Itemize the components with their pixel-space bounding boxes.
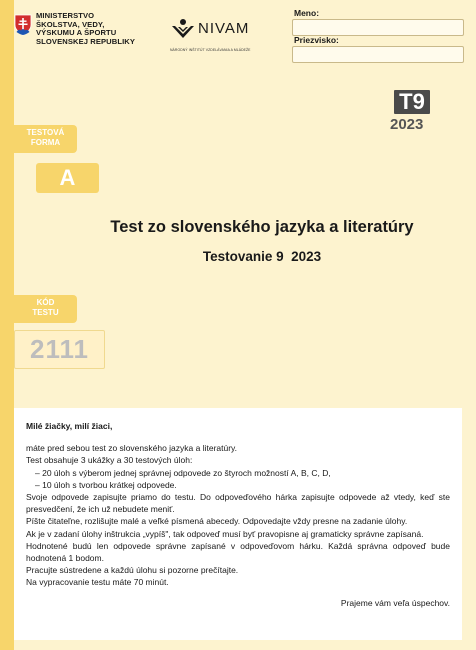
slovak-crest-icon: [14, 14, 32, 36]
instruction-bullet: – 20 úloh s výberom jednej správnej odpovede zo štyroch možností A, B, C, D,: [35, 467, 331, 478]
nivam-name: NIVAM: [198, 20, 250, 37]
instruction-line: Ak je v zadaní úlohy inštrukcia „vypíš", tak odpoveď musí byť pravopisne aj gramaticky správne zapísaná.: [26, 528, 424, 539]
instruction-line: Test obsahuje 3 ukážky a 30 testových úloh:: [26, 455, 193, 466]
test-code-label: KÓD TESTU: [14, 295, 77, 323]
signoff: Prajeme vám veľa úspechov.: [340, 597, 450, 608]
ministry-name: MINISTERSTVO ŠKOLSTVA, VEDY, VÝSKUMU A ŠPORTU SLOVENSKEJ REPUBLIKY: [36, 11, 136, 46]
instruction-line: Píšte čitateľne, rozlišujte malé a veľké písmená abecedy. Odpovedajte vždy presne na zadanie úlohy.: [26, 516, 408, 527]
t9-badge: T9: [394, 90, 430, 114]
instruction-bullet: – 10 úloh s tvorbou krátkej odpovede.: [35, 479, 177, 490]
instruction-line: Hodnotené budú len odpovede správne zapísané v odpoveďovom hárku. Každá správna odpoveď bude hodnotená 1 bodom.: [26, 540, 450, 564]
name-field[interactable]: [292, 19, 464, 36]
left-color-band: [0, 0, 14, 650]
page-title: Test zo slovenského jazyka a literatúry: [110, 218, 414, 236]
nivam-subtitle: NÁRODNÝ INŠTITÚT VZDELÁVANIA A MLÁDEŽE: [170, 48, 251, 52]
t9-year: 2023: [390, 116, 424, 133]
instruction-line: Na vypracovanie testu máte 70 minút.: [26, 577, 169, 588]
instruction-line: Svoje odpovede zapisujte priamo do testu. Do odpoveďového hárka zapisujte odpovede až vtedy, keď ste presvedčení, že ich už nebudete meniť.: [26, 492, 450, 515]
instructions-box: [14, 408, 462, 640]
page-subtitle: Testovanie 9 2023: [202, 249, 322, 264]
instruction-line: Pracujte sústredene a každú úlohu si pozorne prečítajte.: [26, 565, 239, 576]
instruction-line: máte pred sebou test zo slovenského jazyka a literatúry.: [26, 443, 238, 454]
greeting: Milé žiačky, milí žiaci,: [26, 421, 113, 431]
header: [0, 0, 476, 70]
surname-label: Priezvisko:: [294, 35, 339, 45]
nivam-logo-icon: [170, 18, 196, 44]
test-form-value: A: [36, 163, 99, 193]
name-label: Meno:: [294, 8, 320, 18]
surname-field[interactable]: [292, 46, 464, 63]
test-code-value: 2111: [14, 330, 105, 369]
test-form-label: TESTOVÁ FORMA: [14, 125, 77, 153]
